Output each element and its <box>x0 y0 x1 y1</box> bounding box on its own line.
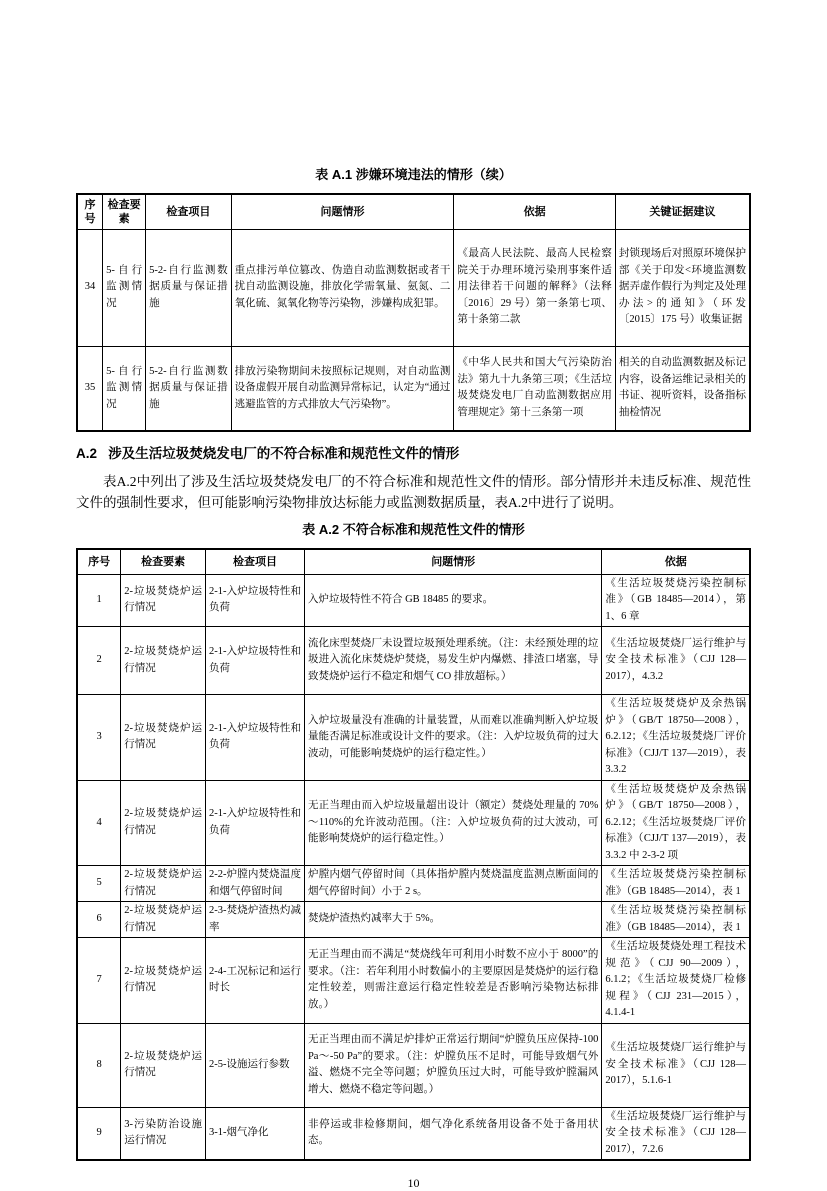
cell-basis: 《生活垃圾焚烧厂运行维护与安全技术标准》（CJJ 128—2017），5.1.6-1 <box>602 1023 750 1107</box>
cell-basis: 《生活垃圾焚烧炉及余热锅炉》（GB/T 18750—2008），6.2.12；《生活垃圾焚烧厂评价标准》（CJJ/T 137—2019），表 3.3.2 <box>602 695 750 781</box>
column-header-problem: 问题情形 <box>231 194 454 229</box>
cell-no: 34 <box>77 229 103 346</box>
table-a2-caption: 表 A.2 不符合标准和规范性文件的情形 <box>302 522 525 537</box>
column-header-element: 检查要素 <box>103 194 146 229</box>
column-header-no: 序号 <box>77 194 103 229</box>
cell-element: 2-垃圾焚烧炉运行情况 <box>121 1023 206 1107</box>
column-header-basis: 依据 <box>602 549 750 574</box>
table-a2 <box>76 548 751 1161</box>
cell-element: 2-垃圾焚烧炉运行情况 <box>121 866 206 902</box>
cell-evidence: 相关的自动监测数据及标记内容，设备运维记录相关的书证、视听资料，设备指标抽检情况 <box>615 346 750 431</box>
table-row <box>77 1023 750 1107</box>
cell-item: 2-5-设施运行参数 <box>206 1023 305 1107</box>
cell-basis: 《中华人民共和国大气污染防治法》第九十九条第三项；《生活垃圾焚烧发电厂自动监测数据应用管理规定》第十三条第一项 <box>454 346 616 431</box>
cell-item: 2-1-入炉垃圾特性和负荷 <box>206 695 305 781</box>
table-row <box>77 780 750 866</box>
cell-basis: 《生活垃圾焚烧污染控制标准》（GB 18485—2014），表 1 <box>602 902 750 938</box>
column-header-basis: 依据 <box>454 194 616 229</box>
cell-problem: 排放污染物期间未按照标记规则，对自动监测设备虚假开展自动监测异常标记，认定为“通过逃避监管的方式排放大气污染物”。 <box>231 346 454 431</box>
cell-no: 7 <box>77 938 121 1024</box>
cell-problem: 无正当理由而入炉垃圾量超出设计（额定）焚烧处理量的 70%～110%的允许波动范围。（注：入炉垃圾负荷的过大波动，可能影响焚烧炉的运行稳定性。） <box>304 780 601 866</box>
table-row <box>77 938 750 1024</box>
cell-item: 2-1-入炉垃圾特性和负荷 <box>206 627 305 695</box>
cell-element: 2-垃圾焚烧炉运行情况 <box>121 695 206 781</box>
cell-element: 3-污染防治设施运行情况 <box>121 1107 206 1160</box>
table-row <box>77 346 750 431</box>
cell-basis: 《生活垃圾焚烧污染控制标准》（GB 18485—2014），第 1、6 章 <box>602 574 750 627</box>
cell-problem: 非停运或非检修期间，烟气净化系统备用设备不处于备用状态。 <box>304 1107 601 1160</box>
cell-element: 2-垃圾焚烧炉运行情况 <box>121 902 206 938</box>
cell-item: 2-2-炉膛内焚烧温度和烟气停留时间 <box>206 866 305 902</box>
cell-item: 3-1-烟气净化 <box>206 1107 305 1160</box>
table-a1 <box>76 193 751 432</box>
table-a1-caption: 表 A.1 涉嫌环境违法的情形（续） <box>315 167 512 182</box>
cell-element: 2-垃圾焚烧炉运行情况 <box>121 574 206 627</box>
column-header-no: 序号 <box>77 549 121 574</box>
column-header-problem: 问题情形 <box>304 549 601 574</box>
cell-item: 5-2-自行监测数据质量与保证措施 <box>146 229 231 346</box>
table-row <box>77 1107 750 1160</box>
cell-no: 4 <box>77 780 121 866</box>
table-row <box>77 902 750 938</box>
cell-element: 5-自行监测情况 <box>103 346 146 431</box>
column-header-element: 检查要素 <box>121 549 206 574</box>
cell-item: 5-2-自行监测数据质量与保证措施 <box>146 346 231 431</box>
cell-basis: 《生活垃圾焚烧炉及余热锅炉》（GB/T 18750—2008），6.2.12；《生活垃圾焚烧厂评价标准》（CJJ/T 137—2019），表 3.3.2 中 2-3-2 项 <box>602 780 750 866</box>
cell-problem: 无正当理由而不满足炉排炉正常运行期间“炉膛负压应保持-100 Pa～-50 Pa”的要求。（注：炉膛负压不足时，可能导致烟气外溢、燃烧不完全等问题；炉膛负压过大时，可能导致炉膛漏风增大、燃烧不稳定等问题。） <box>304 1023 601 1107</box>
cell-problem: 入炉垃圾特性不符合 GB 18485 的要求。 <box>304 574 601 627</box>
cell-problem: 流化床型焚烧厂未设置垃圾预处理系统。（注：未经预处理的垃圾进入流化床焚烧炉焚烧，易发生炉内爆燃、排渣口堵塞，导致焚烧炉运行不稳定和烟气 CO 排放超标。） <box>304 627 601 695</box>
cell-basis: 《生活垃圾焚烧厂运行维护与安全技术标准》（CJJ 128—2017），4.3.2 <box>602 627 750 695</box>
table-row <box>77 229 750 346</box>
cell-item: 2-1-入炉垃圾特性和负荷 <box>206 780 305 866</box>
table-row <box>77 695 750 781</box>
cell-problem: 焚烧炉渣热灼减率大于 5%。 <box>304 902 601 938</box>
column-header-evidence: 关键证据建议 <box>615 194 750 229</box>
cell-problem: 重点排污单位篡改、伪造自动监测数据或者干扰自动监测设施，排放化学需氧量、氨氮、二氧化硫、氮氧化物等污染物，涉嫌构成犯罪。 <box>231 229 454 346</box>
cell-item: 2-4-工况标记和运行时长 <box>206 938 305 1024</box>
cell-no: 1 <box>77 574 121 627</box>
cell-no: 3 <box>77 695 121 781</box>
cell-item: 2-1-入炉垃圾特性和负荷 <box>206 574 305 627</box>
cell-element: 2-垃圾焚烧炉运行情况 <box>121 938 206 1024</box>
cell-no: 5 <box>77 866 121 902</box>
cell-no: 9 <box>77 1107 121 1160</box>
cell-problem: 无正当理由而不满足“焚烧线年可利用小时数不应小于 8000”的要求。（注：若年利用小时数偏小的主要原因是焚烧炉的运行稳定性较差，则需注意运行稳定性较差是否影响污染物达标排放。） <box>304 938 601 1024</box>
cell-basis: 《生活垃圾焚烧厂运行维护与安全技术标准》（CJJ 128—2017），7.2.6 <box>602 1107 750 1160</box>
cell-element: 5-自行监测情况 <box>103 229 146 346</box>
section-heading: A.2 涉及生活垃圾焚烧发电厂的不符合标准和规范性文件的情形 <box>76 446 460 461</box>
cell-element: 2-垃圾焚烧炉运行情况 <box>121 780 206 866</box>
cell-no: 2 <box>77 627 121 695</box>
cell-no: 35 <box>77 346 103 431</box>
cell-evidence: 封锁现场后对照原环境保护部《关于印发<环境监测数据弄虚作假行为判定及处理办法>的通知》（环发〔2015〕175 号）收集证据 <box>615 229 750 346</box>
table-row <box>77 866 750 902</box>
section-paragraph: 表A.2中列出了涉及生活垃圾焚烧发电厂的不符合标准和规范性文件的情形。部分情形并未违反标准、规范性文件的强制性要求，但可能影响污染物排放达标能力或监测数据质量，表A.2中进行了说明。 <box>76 474 751 510</box>
cell-basis: 《最高人民法院、最高人民检察院关于办理环境污染刑事案件适用法律若干问题的解释》（法释〔2016〕29 号）第一条第七项、第十条第二款 <box>454 229 616 346</box>
table-a2-header-row <box>77 549 750 574</box>
cell-problem: 入炉垃圾量没有准确的计量装置，从而难以准确判断入炉垃圾量能否满足标准或设计文件的要求。（注：入炉垃圾负荷的过大波动，可能影响焚烧炉的运行稳定性。） <box>304 695 601 781</box>
cell-element: 2-垃圾焚烧炉运行情况 <box>121 627 206 695</box>
table-row <box>77 627 750 695</box>
cell-item: 2-3-焚烧炉渣热灼减率 <box>206 902 305 938</box>
cell-no: 8 <box>77 1023 121 1107</box>
column-header-item: 检查项目 <box>146 194 231 229</box>
table-a1-header-row <box>77 194 750 229</box>
cell-problem: 炉膛内烟气停留时间（具体指炉膛内焚烧温度监测点断面间的烟气停留时间）小于 2 s。 <box>304 866 601 902</box>
cell-basis: 《生活垃圾焚烧处理工程技术规范》（CJJ 90—2009），6.1.2；《生活垃圾焚烧厂检修规程》（CJJ 231—2015），4.1.4-1 <box>602 938 750 1024</box>
cell-no: 6 <box>77 902 121 938</box>
page-number: 10 <box>407 1176 420 1190</box>
table-row <box>77 574 750 627</box>
column-header-item: 检查项目 <box>206 549 305 574</box>
cell-basis: 《生活垃圾焚烧污染控制标准》（GB 18485—2014），表 1 <box>602 866 750 902</box>
